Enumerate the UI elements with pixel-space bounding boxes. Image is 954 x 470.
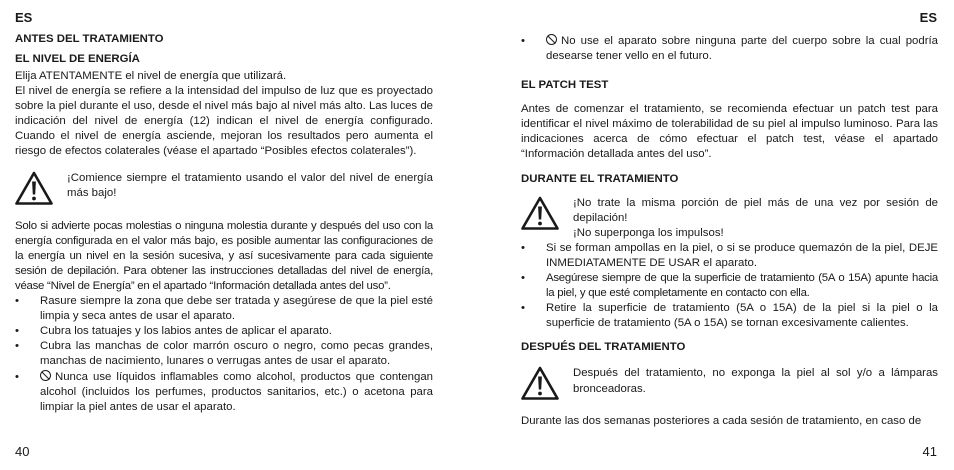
- list-item: • Si se forman ampollas en la piel, o si se produce quemazón de la piel, DEJE INMEDIATAMENTE DE USAR el aparato.: [521, 241, 938, 269]
- paragraph: Solo si advierte pocas molestias o ninguna molestia durante y después del uso con la energía configurada en el valor más bajo, es posible aumentar las configuraciones de la energía un nivel en la sesión sucesiva, y así sucesivamente para cada siguiente sesión de depilación. Para obtener las instrucciones detalladas del nivel de energía, véase “Nivel de Energía” en el apartado “Información detallada antes del uso”.: [15, 219, 433, 292]
- list-item: • No use el aparato sobre ninguna parte del cuerpo sobre la cual podría desearse tener vello en el futuro.: [521, 35, 938, 63]
- warning-block: [521, 366, 938, 400]
- warning-text: ¡No trate la misma porción de piel más de una vez por sesión de depilación! ¡No superponga los impulsos!: [573, 196, 938, 239]
- list-item: • Cubra los tatuajes y los labios antes de aplicar el aparato.: [15, 324, 433, 339]
- bullet-list: [521, 34, 938, 64]
- bullet-icon: •: [521, 302, 525, 315]
- section-heading: DESPUÉS DEL TRATAMIENTO: [521, 341, 686, 354]
- section-heading: EL PATCH TEST: [521, 79, 609, 92]
- list-item: • Nunca use líquidos inflamables como alcohol, productos que contengan alcohol (incluidos los perfumes, productos sanitarios, etc.) o acetona para limpiar la piel antes de usar el aparato.: [15, 370, 433, 413]
- bullet-icon: •: [15, 325, 19, 338]
- warning-icon: [15, 171, 53, 205]
- bullet-icon: •: [15, 340, 19, 353]
- bullet-icon: •: [15, 370, 19, 383]
- paragraph: El nivel de energía se refiere a la intensidad del impulso de luz que es proyectado sobre la piel durante el uso, desde el nivel más bajo al nivel más alto. Las luces de indicación del nivel de energía (12) indican el nivel de energía configurado. Cuando el nivel de energía asciende, mejoran los resultados pero aumenta el riesgo de efectos colaterales (véase el apartado “Posibles efectos colaterales”).: [15, 85, 433, 158]
- page-number: 40: [15, 444, 30, 459]
- bullet-icon: •: [521, 241, 525, 254]
- bullet-list: [15, 294, 433, 415]
- warning-icon: [521, 196, 559, 230]
- warning-text: Después del tratamiento, no exponga la piel al sol y/o a lámparas bronceadoras.: [573, 367, 938, 395]
- language-label: ES: [15, 10, 33, 25]
- list-item: • Retire la superficie de tratamiento (5A o 15A) de la piel si la piel o la superficie de tratamiento (5A o 15A) se tornan excesivamente calientes.: [521, 302, 938, 330]
- left-content: [15, 32, 433, 415]
- prohibited-icon: [546, 34, 557, 45]
- page-number: 41: [922, 444, 937, 459]
- section-heading: DURANTE EL TRATAMIENTO: [521, 172, 679, 185]
- section-heading: ANTES DEL TRATAMIENTO: [15, 33, 164, 45]
- bullet-icon: •: [15, 295, 19, 308]
- right-content: [521, 34, 938, 430]
- paragraph: Durante las dos semanas posteriores a cada sesión de tratamiento, en caso de: [521, 415, 922, 428]
- warning-icon: [521, 366, 559, 400]
- list-item: • Cubra las manchas de color marrón oscuro o negro, como pecas grandes, manchas de nacimiento, lunares o verrugas antes de usar el aparato.: [15, 340, 433, 368]
- warning-block: [15, 171, 433, 205]
- right-page: [477, 0, 954, 470]
- warning-text: ¡Comience siempre el tratamiento usando el valor del nivel de energía más bajo!: [67, 171, 433, 199]
- subsection-heading: EL NIVEL DE ENERGÍA: [15, 53, 140, 65]
- bullet-icon: •: [521, 35, 525, 47]
- bullet-icon: •: [521, 272, 525, 285]
- warning-block: [521, 196, 938, 241]
- list-item: • Asegúrese siempre de que la superficie de tratamiento (5A o 15A) apunte hacia la piel, y que esté completamente en contacto con ella.: [521, 272, 938, 300]
- paragraph: Elija ATENTAMENTE el nivel de energía que utilizará.: [15, 70, 287, 82]
- prohibited-icon: [40, 370, 51, 381]
- paragraph: Antes de comenzar el tratamiento, se recomienda efectuar un patch test para identificar el nivel máximo de tolerabilidad de su piel al impulso luminoso. Para las indicaciones acerca de cómo efectuar el patch test, véase el apartado “Información detallada antes del uso”.: [521, 103, 938, 161]
- list-item: • Rasure siempre la zona que debe ser tratada y asegúrese de que la piel esté limpia y seca antes de usar el aparato.: [15, 295, 433, 323]
- language-label: ES: [919, 10, 937, 25]
- bullet-list: [521, 241, 938, 332]
